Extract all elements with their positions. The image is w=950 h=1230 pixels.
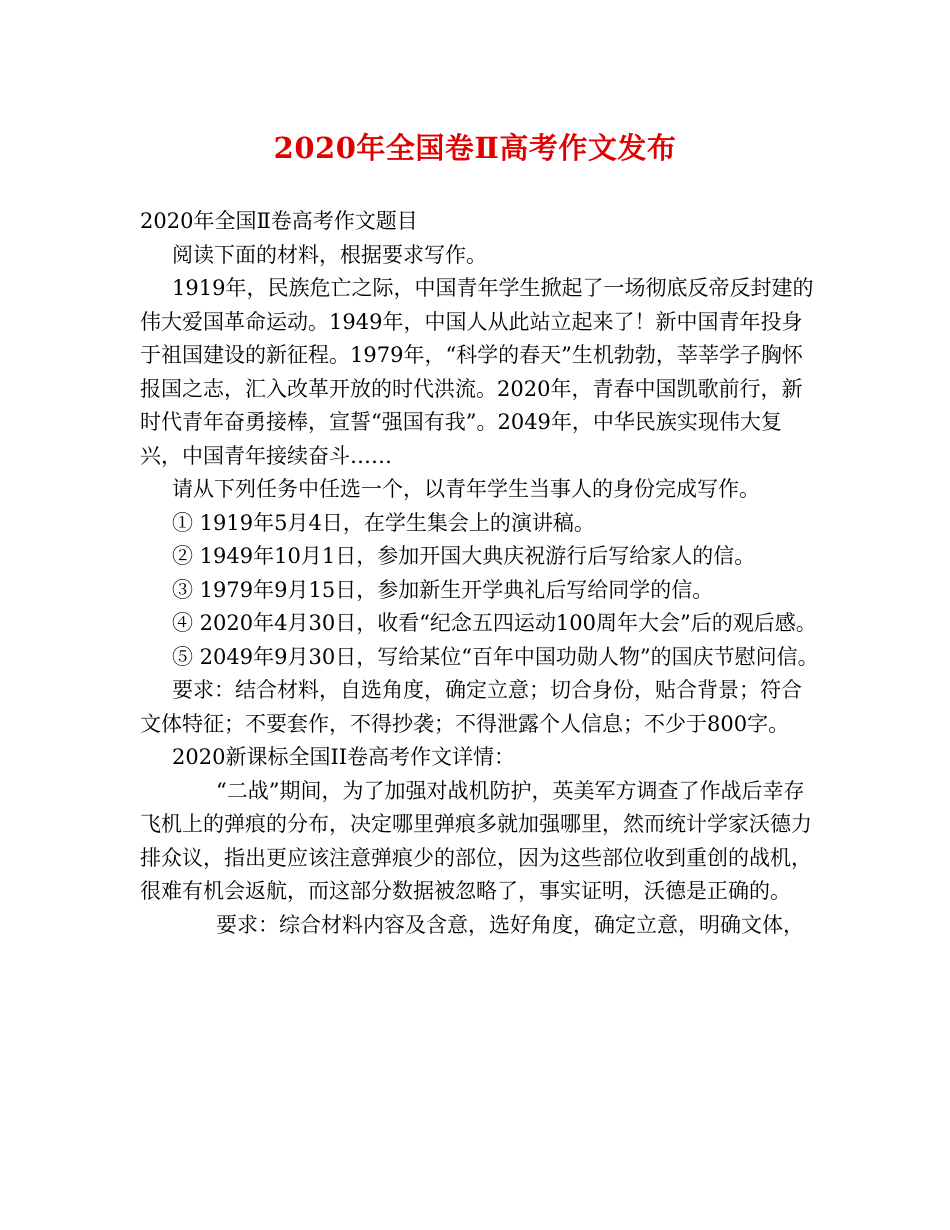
task-item-2: ② 1949年10月1日，参加开国大典庆祝游行后写给家人的信。 [172, 544, 756, 568]
essay-heading: 2020年全国Ⅱ卷高考作文题目 [140, 209, 418, 233]
section2-heading: 2020新课标全国II卷高考作文详情： [172, 745, 516, 769]
document-body [140, 205, 820, 942]
instruction-text: 阅读下面的材料，根据要求写作。 [172, 242, 487, 267]
task-item-1: ① 1919年5月4日，在学生集会上的演讲稿。 [172, 510, 595, 535]
task-item-5: ⑤ 2049年9月30日，写给某位“百年中国功勋人物”的国庆节慰问信。 [172, 644, 819, 669]
section2-material: “二战”期间，为了加强对战机防护，英美军方调查了作战后幸存飞机上的弹痕的分布，决定哪里弹痕多就加强哪里，然而统计学家沃德力排众议，指出更应该注意弹痕少的部位，因为这些部位收到重创的战机，很难有机会返航，而这部分数据被忽略了，事实证明，沃德是正确的。 [140, 778, 812, 903]
section2-requirements: 要求：综合材料内容及含意，选好角度，确定立意，明确文体， [216, 912, 804, 937]
task-intro: 请从下列任务中任选一个，以青年学生当事人的身份完成写作。 [172, 477, 760, 501]
task-item-4: ④ 2020年4月30日，收看“纪念五四运动100周年大会”后的观后感。 [172, 611, 817, 635]
page-title: 2020年全国卷Ⅱ高考作文发布 [273, 131, 677, 165]
task-item-3: ③ 1979年9月15日，参加新生开学典礼后写给同学的信。 [172, 577, 714, 602]
requirements-paragraph: 要求：结合材料，自选角度，确定立意；切合身份，贴合背景；符合文体特征；不要套作，不得抄袭；不得泄露个人信息；不少于800字。 [140, 678, 802, 736]
material-paragraph: 1919年，民族危亡之际，中国青年学生掀起了一场彻底反帝反封建的伟大爱国革命运动。1949年，中国人从此站立起来了！新中国青年投身于祖国建设的新征程。1979年，“科学的春天”生机勃勃，莘莘学子胸怀报国之志，汇入改革开放的时代洪流。2020年，青春中国凯歌前行，新时代青年奋勇接棒，宣誓“强国有我”。2049年，中华民族实现伟大复兴，中国青年接续奋斗…… [140, 276, 814, 468]
